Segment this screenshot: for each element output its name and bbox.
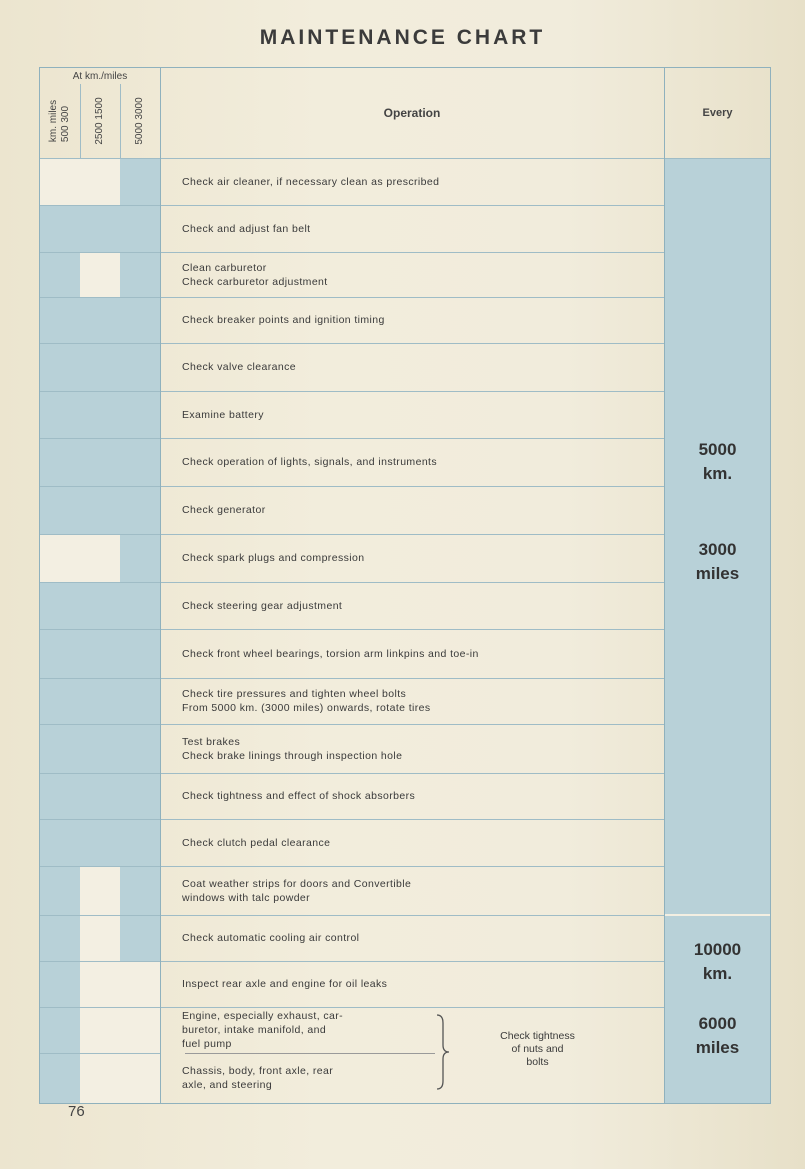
row-divider: [40, 438, 665, 439]
row-divider: [40, 915, 665, 916]
check-cell: [80, 678, 121, 724]
operation-text: Check and adjust fan belt: [182, 222, 311, 235]
check-cell: [40, 1007, 81, 1053]
check-cell: [40, 205, 81, 252]
km-miles-header: [40, 68, 161, 158]
check-cell: [40, 252, 81, 297]
check-cell: [80, 159, 121, 205]
operation-text: Check generator: [182, 504, 266, 516]
interval-6000-miles: 6000 miles: [695, 1014, 740, 1057]
interval-column-label-1: km. miles 500 300: [48, 99, 71, 143]
row-divider: [40, 1053, 160, 1054]
check-cell: [120, 629, 161, 678]
operation-text: Check clutch pedal clearance: [182, 836, 331, 849]
check-cell: [120, 391, 161, 438]
km-miles-label: At km./miles: [72, 71, 128, 82]
check-cell: [120, 438, 161, 486]
interval-5000-km: 5000 km.: [698, 440, 737, 483]
check-cell: [80, 629, 121, 678]
interval-column-header-1: [40, 84, 81, 158]
check-cell: [80, 915, 121, 961]
check-cell: [40, 819, 81, 866]
check-cell: [120, 159, 161, 205]
page-title: MAINTENANCE CHART: [259, 26, 546, 49]
row-divider: [40, 534, 665, 535]
brace-icon: [435, 1013, 455, 1091]
operation-text: Check tightness and effect of shock absorbers: [182, 790, 416, 802]
check-cell: [40, 438, 81, 486]
operation-text: Check air cleaner, if necessary clean as prescribed: [182, 176, 440, 188]
operation-text: Check breaker points and ignition timing: [182, 314, 385, 326]
brace-note: Check tightness of nuts and bolts: [500, 1030, 575, 1068]
row-divider: [40, 582, 665, 583]
row-divider: [40, 252, 665, 253]
check-cell: [120, 486, 161, 534]
check-cell: [40, 915, 81, 961]
check-cell: [120, 866, 161, 915]
page-number: 76: [68, 1103, 85, 1120]
operation-text: Check operation of lights, signals, and instruments: [182, 456, 438, 468]
check-cell: [40, 534, 81, 582]
interval-column-label-3: 5000 3000: [134, 97, 145, 145]
row-divider: [40, 629, 665, 630]
check-cell: [120, 724, 161, 773]
check-cell: [40, 1053, 81, 1103]
check-cell: [40, 961, 81, 1007]
check-cell: [40, 391, 81, 438]
check-cell: [120, 1053, 161, 1103]
operation-text: Check tire pressures and tighten wheel bolts From 5000 km. (3000 miles) onwards, rotate tires: [182, 688, 431, 714]
check-cell: [120, 961, 161, 1007]
check-cell: [80, 724, 121, 773]
check-cell: [80, 391, 121, 438]
interval-column-label-2: 2500 1500: [94, 97, 105, 145]
check-cell: [120, 252, 161, 297]
check-cell: [80, 773, 121, 819]
row-divider: [40, 724, 665, 725]
check-cell: [80, 438, 121, 486]
check-cell: [120, 773, 161, 819]
row-divider: [40, 205, 665, 206]
check-cell: [40, 773, 81, 819]
operation-text: Check front wheel bearings, torsion arm linkpins and toe-in: [182, 647, 479, 660]
row-divider: [40, 866, 665, 867]
check-cell: [120, 819, 161, 866]
check-cell: [120, 678, 161, 724]
operation-text: Chassis, body, front axle, rear axle, and steering: [182, 1065, 334, 1091]
check-cell: [120, 205, 161, 252]
row-divider: [40, 819, 665, 820]
row-divider: [40, 343, 665, 344]
check-cell: [40, 629, 81, 678]
check-cell: [40, 486, 81, 534]
operation-text: Coat weather strips for doors and Convertible windows with talc powder: [182, 877, 412, 904]
check-cell: [40, 159, 81, 205]
interval-column-header-2: [80, 84, 121, 158]
interval-block-5000: [665, 159, 770, 914]
check-cell: [40, 582, 81, 629]
operation-text: Engine, especially exhaust, car- buretor, intake manifold, and fuel pump: [182, 1010, 344, 1050]
check-cell: [80, 486, 121, 534]
check-cell: [80, 343, 121, 391]
check-cell: [80, 297, 121, 343]
row-divider: [40, 486, 665, 487]
interval-column-header-3: [120, 84, 160, 158]
column-divider: [160, 158, 161, 1103]
row-divider: [40, 678, 665, 679]
check-cell: [120, 534, 161, 582]
row-divider: [40, 1007, 665, 1008]
operation-text: Check valve clearance: [182, 361, 297, 373]
check-cell: [40, 724, 81, 773]
check-cell: [120, 343, 161, 391]
check-cell: [80, 534, 121, 582]
operation-text: Check spark plugs and compression: [182, 552, 365, 564]
operation-text: Examine battery: [182, 408, 264, 421]
check-cell: [80, 205, 121, 252]
check-cell: [80, 252, 121, 297]
row-divider: [40, 297, 665, 298]
maintenance-table: [39, 67, 771, 1104]
operation-text: Inspect rear axle and engine for oil leaks: [182, 978, 388, 990]
check-cell: [40, 678, 81, 724]
sub-row-divider: [185, 1053, 435, 1054]
check-cell: [80, 819, 121, 866]
check-cell: [40, 866, 81, 915]
interval-10000-km: 10000 km.: [693, 940, 742, 983]
check-cell: [120, 582, 161, 629]
row-divider: [40, 961, 665, 962]
check-cell: [80, 582, 121, 629]
every-header: Every: [702, 107, 733, 119]
check-cell: [80, 866, 121, 915]
row-divider: [40, 391, 665, 392]
interval-3000-miles: 3000 miles: [695, 540, 740, 583]
check-cell: [40, 297, 81, 343]
check-cell: [80, 1007, 121, 1053]
operation-text: Test brakes Check brake linings through inspection hole: [182, 735, 403, 762]
check-cell: [120, 297, 161, 343]
operation-text: Check automatic cooling air control: [182, 932, 360, 944]
check-cell: [120, 915, 161, 961]
interval-divider: [665, 914, 770, 916]
check-cell: [120, 1007, 161, 1053]
check-cell: [80, 1053, 121, 1103]
check-cell: [80, 961, 121, 1007]
operation-text: Clean carburetor Check carburetor adjustment: [182, 261, 328, 288]
operation-text: Check steering gear adjustment: [182, 599, 343, 612]
operation-header: Operation: [160, 68, 665, 158]
row-divider: [40, 773, 665, 774]
check-cell: [40, 343, 81, 391]
